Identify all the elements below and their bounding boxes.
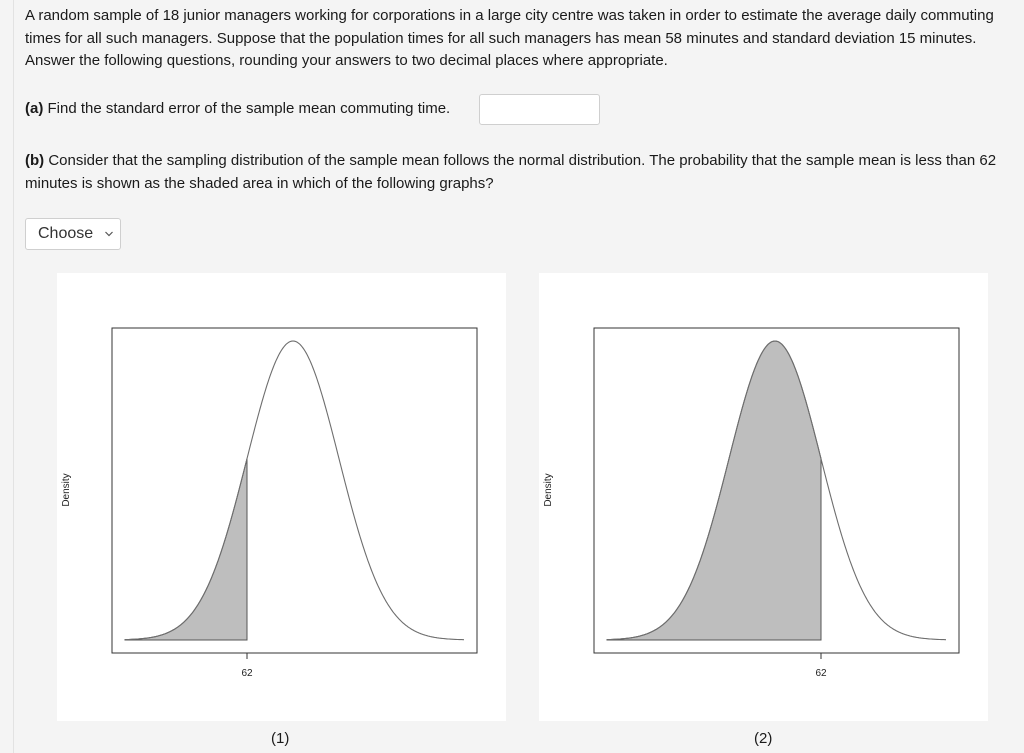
graph-2-plot bbox=[539, 273, 988, 721]
graph-1-shaded-area bbox=[125, 459, 247, 640]
graph-2-y-axis-label: Density bbox=[543, 473, 554, 507]
question-intro: A random sample of 18 junior managers working for corporations in a large city centre was taken in order to estimate the average daily commuting times for all such managers. Suppose that the population times for all such managers has mean 58 minutes and standard deviation 15 minutes. Answer the following questions, rounding your answers to two decimal places where appropriate. bbox=[25, 7, 994, 69]
graph-1-density-curve bbox=[125, 341, 464, 640]
graph-1-caption: (1) bbox=[271, 730, 290, 747]
part-a-text: Find the standard error of the sample mean commuting time. bbox=[47, 100, 451, 117]
graph-choice-select[interactable] bbox=[25, 218, 121, 250]
part-a bbox=[25, 98, 450, 120]
graph-choice-value: Choose bbox=[38, 225, 94, 242]
chevron-down-icon bbox=[104, 229, 114, 239]
part-a-label: (a) bbox=[25, 100, 44, 117]
graph-2-x-tick-label: 62 bbox=[815, 668, 827, 679]
graph-1-x-tick-label: 62 bbox=[241, 668, 253, 679]
graph-1-y-axis-label: Density bbox=[61, 473, 72, 507]
part-b-label: (b) bbox=[25, 152, 45, 169]
graph-panel-1 bbox=[57, 273, 506, 721]
graph-1-plot bbox=[57, 273, 506, 721]
graph-2-caption: (2) bbox=[754, 730, 773, 747]
standard-error-input[interactable] bbox=[479, 94, 600, 125]
graph-2-shaded-area bbox=[607, 341, 821, 640]
graph-panel-2 bbox=[539, 273, 988, 721]
page-left-border bbox=[13, 0, 14, 753]
part-b bbox=[25, 150, 1015, 195]
graph-1-plot-frame bbox=[112, 328, 477, 653]
part-b-text: Consider that the sampling distribution of the sample mean follows the normal distribution. The probability that the sample mean is less than 62 minutes is shown as the shaded area in which of the following graphs? bbox=[25, 152, 997, 192]
